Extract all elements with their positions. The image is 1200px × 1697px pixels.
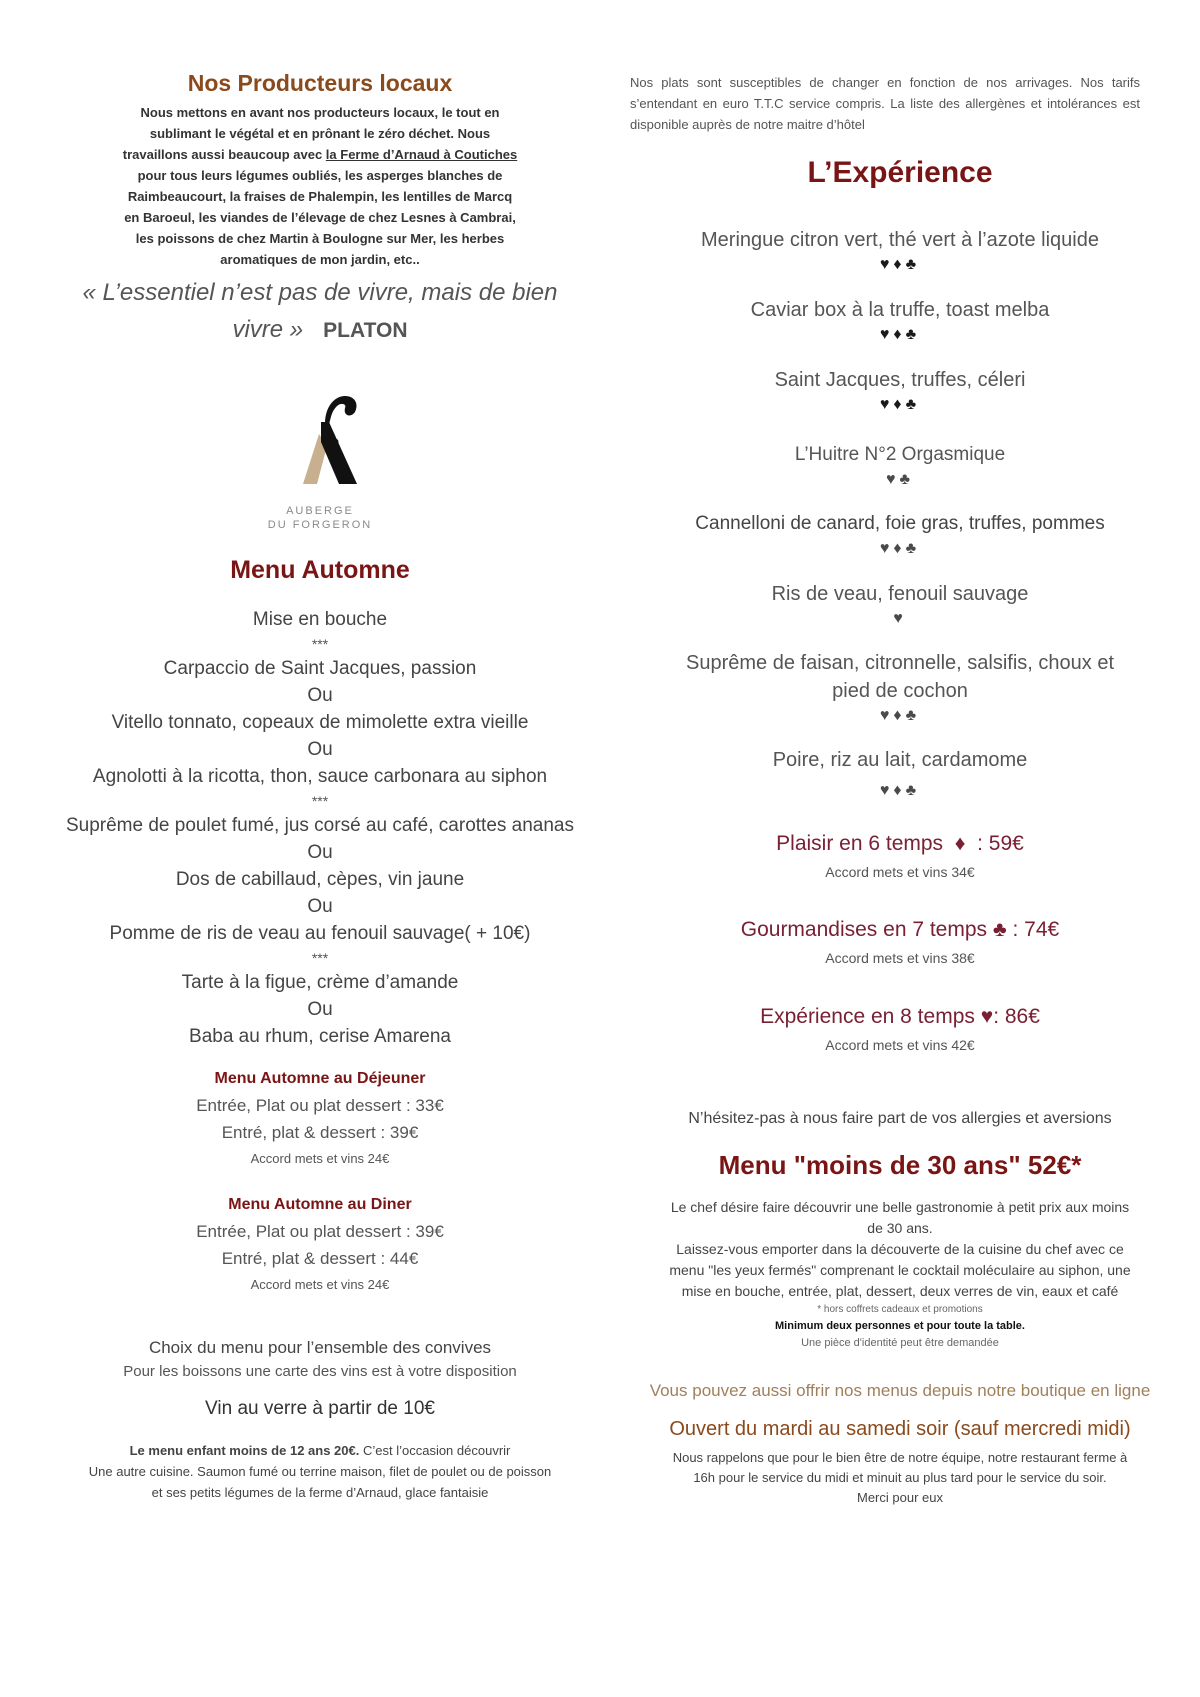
- right-column: [620, 0, 1180, 1697]
- course-or: Ou: [307, 896, 333, 917]
- experience-dish: [620, 441, 1180, 491]
- course-or: Ou: [307, 842, 333, 863]
- intro-line: sublimant le végétal et en prônant le zéro déchet. Nous: [149, 126, 491, 141]
- ferme-arnaud-link[interactable]: la Ferme d’Arnaud à Coutiches: [325, 147, 518, 162]
- experience-dish: [620, 296, 1180, 346]
- experience-dish: [620, 366, 1180, 416]
- dish-name: Caviar box à la truffe, toast melba: [750, 299, 1050, 321]
- horaires-title: Ouvert du mardi au samedi soir (sauf mercredi midi): [669, 1418, 1131, 1440]
- formula-6-temps: Plaisir en 6 temps ♦ : 59€ Accord mets et vins 34€: [620, 832, 1180, 880]
- logo-line-1: AUBERGE: [286, 505, 354, 517]
- menu-moins-30-title: Menu "moins de 30 ans" 52€*: [718, 1150, 1082, 1180]
- formula-accord: Accord mets et vins 34€: [825, 864, 975, 880]
- diner-price-1: Entrée, Plat ou plat dessert : 39€: [196, 1222, 444, 1241]
- suits-icon: ♥: [893, 610, 907, 627]
- menu-automne-courses: [40, 606, 600, 1050]
- course-separator: ***: [311, 950, 329, 966]
- suits-icon: ♥♦♣: [879, 540, 921, 557]
- menu-dejeuner: [40, 1066, 600, 1172]
- suits-icon: ♥♣: [886, 471, 914, 488]
- producteurs-intro: [40, 102, 600, 270]
- dejeuner-price-1: Entrée, Plat ou plat dessert : 33€: [196, 1096, 444, 1115]
- experience-dish: [620, 510, 1180, 560]
- diner-title: Menu Automne au Diner: [228, 1196, 412, 1213]
- course-item: Agnolotti à la ricotta, thon, sauce carbonara au siphon: [92, 766, 548, 787]
- platon-quote: « L’essentiel n’est pas de vivre, mais de bien vivre » PLATON: [82, 279, 558, 343]
- menu-moins-30-desc: Le chef désire faire découvrir une belle gastronomie à petit prix aux moins de 30 ans. Laissez-vous emporter dans la découverte de la cuisine du chef avec ce menu "les yeux fermés" comprenant le cocktail moléculaire au siphon, une mise en bouche, entrée, plat, dessert, deux verres de vin, eaux et café: [669, 1199, 1131, 1299]
- course-item: Dos de cabillaud, cèpes, vin jaune: [175, 869, 465, 890]
- experience-dish: [620, 226, 1180, 276]
- dish-name: Poire, riz au lait, cardamome: [772, 749, 1028, 771]
- choix-menu: Choix du menu pour l’ensemble des convives: [148, 1338, 492, 1357]
- diner-accord: Accord mets et vins 24€: [250, 1277, 390, 1292]
- menu-automne-title: Menu Automne: [230, 556, 410, 584]
- dejeuner-title: Menu Automne au Déjeuner: [214, 1070, 426, 1087]
- course-or: Ou: [307, 739, 333, 760]
- experience-dish: [620, 746, 1180, 802]
- course-item: Pomme de ris de veau au fenouil sauvage( + 10€): [109, 923, 531, 944]
- formula-accord: Accord mets et vins 42€: [825, 1037, 975, 1053]
- suits-icon: ♥♦♣: [879, 256, 921, 273]
- course-item: Vitello tonnato, copeaux de mimolette extra vieille: [111, 712, 529, 733]
- dejeuner-accord: Accord mets et vins 24€: [250, 1151, 390, 1166]
- suits-icon: ♥♦♣: [879, 326, 921, 343]
- menu-diner: [40, 1192, 600, 1298]
- experience-title: L’Expérience: [807, 156, 993, 189]
- dish-name: Saint Jacques, truffes, céleri: [774, 369, 1026, 391]
- diner-price-2: Entré, plat & dessert : 44€: [221, 1249, 419, 1268]
- course-item: Mise en bouche: [252, 609, 388, 630]
- intro-line: aromatiques de mon jardin, etc..: [220, 252, 420, 267]
- formula-8-temps: Expérience en 8 temps ♥: 86€ Accord mets et vins 42€: [620, 1005, 1180, 1053]
- dish-name: Ris de veau, fenouil sauvage: [771, 583, 1029, 605]
- suits-icon: ♥♦♣: [879, 782, 921, 799]
- quote-author: PLATON: [323, 319, 408, 342]
- logo-line-2: DU FORGERON: [267, 519, 373, 531]
- producteurs-title: Nos Producteurs locaux: [187, 70, 453, 96]
- auberge-logo: [40, 384, 600, 532]
- vin-au-verre: Vin au verre à partir de 10€: [205, 1398, 435, 1419]
- course-separator: ***: [311, 793, 329, 809]
- suits-icon: ♥♦♣: [879, 396, 921, 413]
- course-or: Ou: [307, 999, 333, 1020]
- course-or: Ou: [307, 685, 333, 706]
- dish-name: pied de cochon: [832, 680, 968, 702]
- dish-name: Meringue citron vert, thé vert à l’azote liquide: [701, 229, 1099, 251]
- intro-line: Nous mettons en avant nos producteurs locaux, le tout en: [140, 105, 500, 120]
- heart-icon: ♥: [980, 1005, 994, 1028]
- menu-enfant: Le menu enfant moins de 12 ans 20€. C’est l’occasion découvrir Une autre cuisine. Saumon fumé ou terrine maison, filet de poulet ou de poisson et ses petits légumes de la ferme d’Arnaud, glace fantaisie: [88, 1443, 552, 1500]
- horaires-note: Nous rappelons que pour le bien être de notre équipe, notre restaurant ferme à 16h pour le service du midi et minuit au plus tard pour le service du soir. Merci pour eux: [672, 1450, 1128, 1505]
- dejeuner-price-2: Entré, plat & dessert : 39€: [221, 1123, 419, 1142]
- allergies-note: N’hésitez-pas à nous faire part de vos allergies et aversions: [688, 1110, 1112, 1127]
- course-item: Carpaccio de Saint Jacques, passion: [163, 658, 477, 679]
- intro-line: en Baroeul, les viandes de l’élevage de chez Lesnes à Cambrai,: [124, 210, 516, 225]
- forgeron-logo-icon: [275, 384, 365, 504]
- dish-name: L’Huitre N°2 Orgasmique: [794, 444, 1006, 465]
- suits-icon: ♥♦♣: [879, 707, 921, 724]
- formula-7-temps: Gourmandises en 7 temps ♣ : 74€ Accord mets et vins 38€: [620, 918, 1180, 966]
- dish-name: Cannelloni de canard, foie gras, truffes, pommes: [695, 513, 1105, 534]
- course-item: Baba au rhum, cerise Amarena: [189, 1026, 451, 1047]
- notice-text: Nos plats sont susceptibles de changer en fonction de nos arrivages. Nos tarifs s’entendant en euro T.T.C service compris. La liste des allergènes et intolérances est disponible auprès de notre maitre d’hôtel: [630, 75, 1140, 132]
- course-item: Suprême de poulet fumé, jus corsé au café, carottes ananas: [65, 815, 575, 836]
- diamond-icon: ♦: [954, 832, 966, 855]
- course-item: Tarte à la figue, crème d’amande: [181, 972, 459, 993]
- intro-line: Raimbeaucourt, la fraises de Phalempin, les lentilles de Marcq: [127, 189, 513, 204]
- footnote: * hors coffrets cadeaux et promotions: [817, 1304, 983, 1315]
- enfant-price: Le menu enfant moins de 12 ans 20€.: [129, 1443, 360, 1458]
- intro-line: travaillons aussi beaucoup avec la Ferme d’Arnaud à Coutiches: [122, 147, 518, 162]
- intro-line: pour tous leurs légumes oubliés, les asperges blanches de: [137, 168, 503, 183]
- boutique-link[interactable]: Vous pouvez aussi offrir nos menus depuis notre boutique en ligne: [649, 1381, 1151, 1400]
- experience-dish: [620, 580, 1180, 630]
- intro-line: les poissons de chez Martin à Boulogne sur Mer, les herbes: [135, 231, 505, 246]
- minimum-note: Minimum deux personnes et pour toute la table.: [775, 1320, 1025, 1332]
- formula-accord: Accord mets et vins 38€: [825, 950, 975, 966]
- course-separator: ***: [311, 636, 329, 652]
- dish-name: Suprême de faisan, citronnelle, salsifis, choux et: [686, 652, 1114, 674]
- experience-dish: [620, 649, 1180, 727]
- boissons-note: Pour les boissons une carte des vins est à votre disposition: [123, 1363, 517, 1380]
- identite-note: Une pièce d'identité peut être demandée: [801, 1337, 999, 1349]
- left-column: [40, 0, 600, 1697]
- club-icon: ♣: [992, 918, 1007, 941]
